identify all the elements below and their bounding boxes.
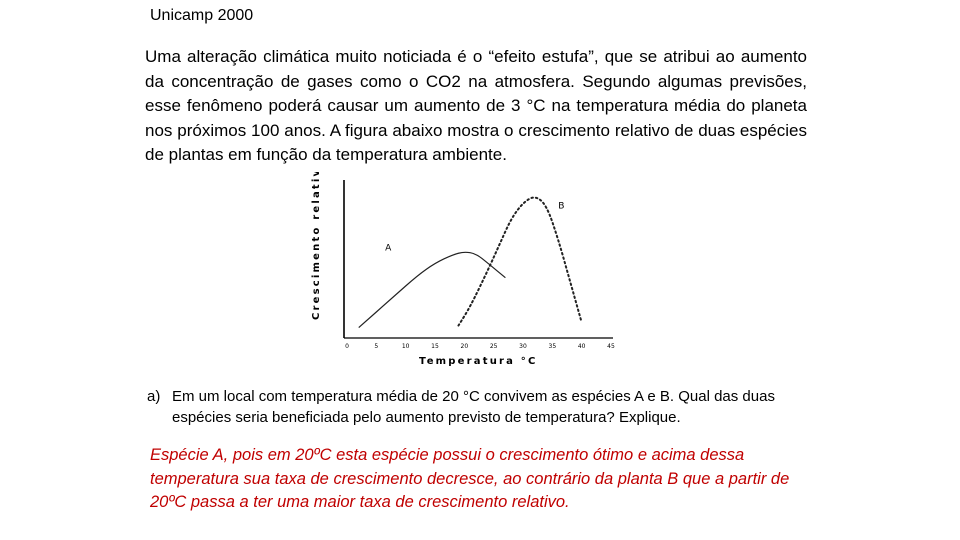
series-B-label: B <box>558 201 565 212</box>
x-tick-label: 15 <box>431 343 439 350</box>
series-B-line <box>458 198 581 326</box>
x-tick-label: 20 <box>460 343 469 350</box>
series-A-line <box>359 252 506 327</box>
x-tick-label: 40 <box>577 343 586 350</box>
intro-paragraph: Uma alteração climática muito noticiada é o “efeito estufa”, que se atribui ao aumento da concentração de gases como o CO2 na atmosfera. Segundo algumas previsões, esse fenômeno poderá causar um aumento de 3 °C na temperatura média do planeta nos próximos 100 anos. A figura abaixo mostra o crescimento relativo de duas espécies de plantas em função da temperatura ambiente. <box>145 47 807 164</box>
question-a <box>147 386 797 428</box>
x-tick-label: 30 <box>519 343 527 350</box>
x-tick-labels <box>345 343 615 350</box>
x-tick-label: 0 <box>345 343 349 350</box>
question-marker: a) <box>147 388 161 405</box>
growth-chart <box>303 172 621 372</box>
series-labels <box>385 202 564 254</box>
x-tick-label: 5 <box>374 343 379 350</box>
x-tick-label: 25 <box>489 343 498 350</box>
x-tick-label: 35 <box>548 343 557 350</box>
series-lines <box>359 198 582 328</box>
x-tick-label: 45 <box>607 343 615 350</box>
series-A-label: A <box>385 243 392 254</box>
growth-chart-svg <box>303 172 621 372</box>
x-tick-label: 10 <box>401 343 410 350</box>
y-axis-label: Crescimento relativo <box>311 172 322 320</box>
answer-text: Espécie A, pois em 20ºC esta espécie possui o crescimento ótimo e acima dessa temperatura sua taxa de crescimento decresce, ao contrário da planta B que a partir de 20ºC passa a ter uma maior taxa de crescimento relativo. <box>150 446 790 511</box>
question-text: Em um local com temperatura média de 20 °C convivem as espécies A e B. Qual das duas espécies seria beneficiada pelo aumento previsto de temperatura? Explique. <box>172 388 775 426</box>
exam-source-header: Unicamp 2000 <box>150 7 254 24</box>
x-axis-label: Temperatura °C <box>419 356 538 367</box>
